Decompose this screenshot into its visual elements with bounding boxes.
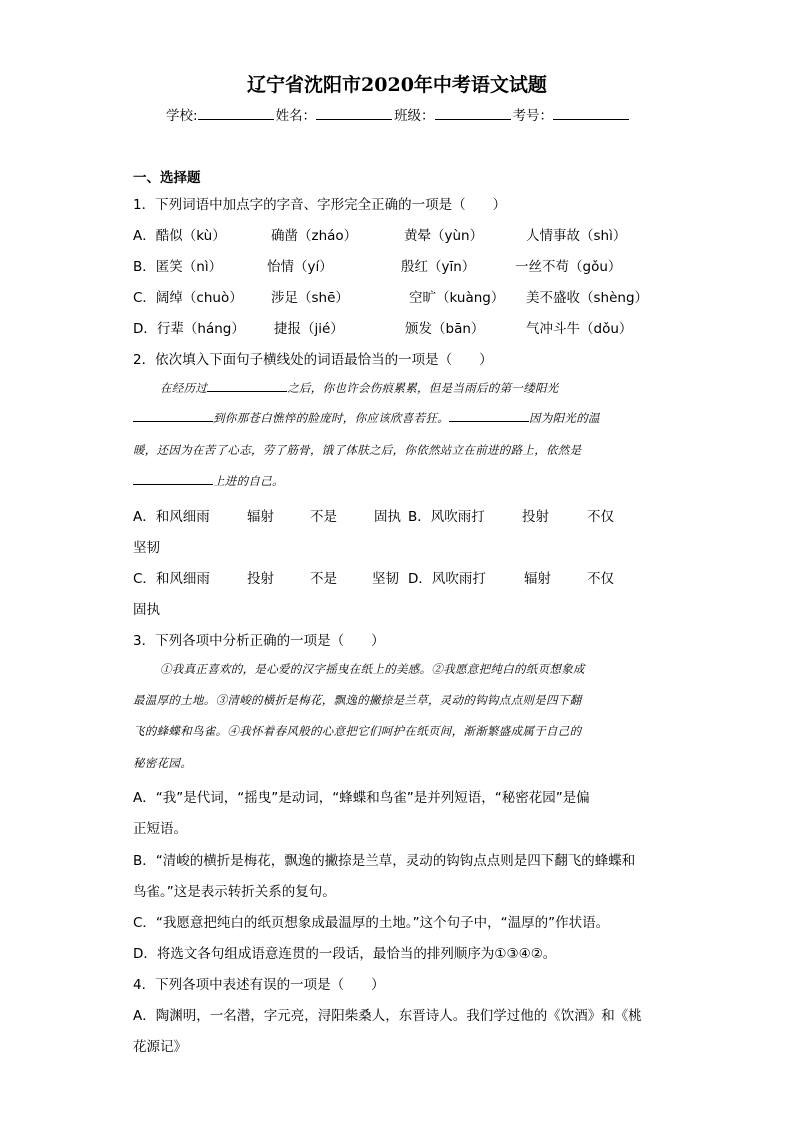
q2-passage-line-2 — [133, 410, 600, 426]
q2-option-c: C．和风细雨 — [133, 571, 210, 587]
q2-stem: 2．依次填入下面句子横线处的词语最恰当的一项是（ ） — [133, 352, 493, 368]
q1-option-d-2: 捷报（jié） — [274, 321, 344, 337]
q2-passage-text: 之后，你也许会伤痕累累，但是当雨后的第一缕阳光 — [287, 381, 559, 395]
q2-option-d: D．风吹雨打 — [408, 571, 486, 587]
q2-passage-text: 在经历过 — [160, 381, 208, 395]
q2-blank-2 — [133, 410, 213, 422]
q2-option-b-word: 不仅 — [587, 509, 614, 525]
q2-option-a-word: 固执 — [374, 509, 401, 525]
q2-option-b: B．风吹雨打 — [408, 509, 485, 525]
q4-option-a: A．陶渊明，一名潜，字元亮，浔阳柴桑人，东晋诗人。我们学过他的《饮酒》和《桃 — [133, 1008, 642, 1024]
q2-option-d-word: 辐射 — [524, 571, 551, 587]
q2-blank-1 — [207, 380, 287, 392]
q3-option-b: B．“清峻的横折是梅花，飘逸的撇捺是兰草，灵动的钩钩点点则是四下翻飞的蜂蝶和 — [133, 853, 636, 869]
q1-option-c-4: 美不盛收（shèng） — [526, 290, 649, 306]
q3-stem: 3．下列各项中分析正确的一项是（ ） — [133, 633, 385, 649]
q2-option-d-word: 不仅 — [587, 571, 614, 587]
q2-passage-text: 到你那苍白憔悴的脸庞时，你应该欣喜若狂。 — [213, 411, 449, 425]
q1-option-a-3: 黄晕（yùn） — [404, 228, 484, 244]
q3-passage-line-1: ①我真正喜欢的，是心爱的汉字摇曳在纸上的美感。②我愿意把纯白的纸页想象成 — [160, 662, 585, 676]
name-blank[interactable] — [316, 107, 392, 120]
q3-option-b-cont: 鸟雀。”这是表示转折关系的复句。 — [133, 884, 336, 900]
q1-option-a-2: 确凿（zháo） — [271, 228, 358, 244]
number-blank[interactable] — [553, 107, 629, 120]
q4-option-a-cont: 花源记》 — [133, 1039, 187, 1055]
q3-option-a: A．“我”是代词，“摇曳”是动词，“蜂蝶和鸟雀”是并列短语，“秘密花园”是偏 — [133, 790, 590, 806]
q2-option-c-word: 投射 — [247, 571, 274, 587]
q1-option-b-3: 殷红（yīn） — [401, 259, 476, 275]
q3-passage-line-4: 秘密花园。 — [133, 756, 192, 770]
class-label: 班级： — [394, 108, 435, 124]
q1-option-d-3: 颁发（bān） — [405, 321, 485, 337]
q2-passage-line-4 — [133, 473, 284, 489]
q1-option-c-3: 空旷（kuàng） — [409, 290, 505, 306]
q2-blank-3 — [449, 410, 529, 422]
q1-option-b-2: 怡情（yí） — [267, 259, 333, 275]
exam-title: 辽宁省沈阳市2020年中考语文试题 — [247, 74, 547, 96]
q2-blank-4 — [133, 473, 213, 485]
q2-passage-text: 因为阳光的温 — [529, 411, 600, 425]
q2-option-b-word: 投射 — [522, 509, 549, 525]
q1-option-a-1: A．酷似（kù） — [133, 228, 226, 244]
q4-stem: 4．下列各项中表述有误的一项是（ ） — [133, 977, 385, 993]
q2-passage-text: 上进的自己。 — [213, 474, 284, 488]
q1-option-a-4: 人情事故（shì） — [526, 228, 627, 244]
q1-option-c-2: 涉足（shē） — [271, 290, 349, 306]
name-label: 姓名： — [275, 108, 317, 124]
q2-option-c-word: 不是 — [310, 571, 337, 587]
q3-option-d: D．将选文各句组成语意连贯的一段话，最恰当的排列顺序为①③④②。 — [133, 946, 557, 962]
student-info-line — [166, 104, 631, 124]
q1-option-c-1: C．阔绰（chuò） — [133, 290, 243, 306]
number-label: 考号： — [512, 108, 554, 124]
q2-option-d-word: 固执 — [133, 602, 160, 618]
q1-option-b-1: B．匿笑（nì） — [133, 259, 223, 275]
q2-passage-line-1 — [160, 380, 559, 396]
q2-option-a-word: 不是 — [310, 509, 337, 525]
q3-option-c: C．“我愿意把纯白的纸页想象成最温厚的土地。”这个句子中，“温厚的”作状语。 — [133, 915, 610, 931]
q2-option-c-word: 坚韧 — [372, 571, 399, 587]
class-blank[interactable] — [435, 107, 511, 120]
q3-passage-line-3: 飞的蜂蝶和鸟雀。④我怀着春风般的心意把它们呵护在纸页间，渐渐繁盛成属于自己的 — [133, 724, 582, 738]
q1-option-d-4: 气冲斗牛（dǒu） — [526, 321, 633, 337]
school-blank[interactable] — [198, 107, 274, 120]
q1-option-b-4: 一丝不苟（gǒu） — [515, 259, 622, 275]
q3-option-a-cont: 正短语。 — [133, 821, 187, 837]
q3-passage-line-2: 最温厚的土地。③清峻的横折是梅花，飘逸的撇捺是兰草，灵动的钩钩点点则是四下翻 — [133, 693, 582, 707]
q1-option-d-1: D．行辈（háng） — [133, 321, 245, 337]
q2-passage-line-3: 暖，还因为在苦了心志，劳了筋骨，饿了体肤之后，你依然站立在前进的路上，依然是 — [133, 443, 582, 457]
section-heading: 一、选择题 — [133, 170, 201, 186]
q2-option-a-word: 辐射 — [247, 509, 274, 525]
school-label: 学校: — [166, 108, 198, 124]
q2-option-a: A．和风细雨 — [133, 509, 210, 525]
q2-option-b-word: 坚韧 — [133, 540, 160, 556]
q1-stem: 1．下列词语中加点字的字音、字形完全正确的一项是（ ） — [133, 197, 507, 213]
